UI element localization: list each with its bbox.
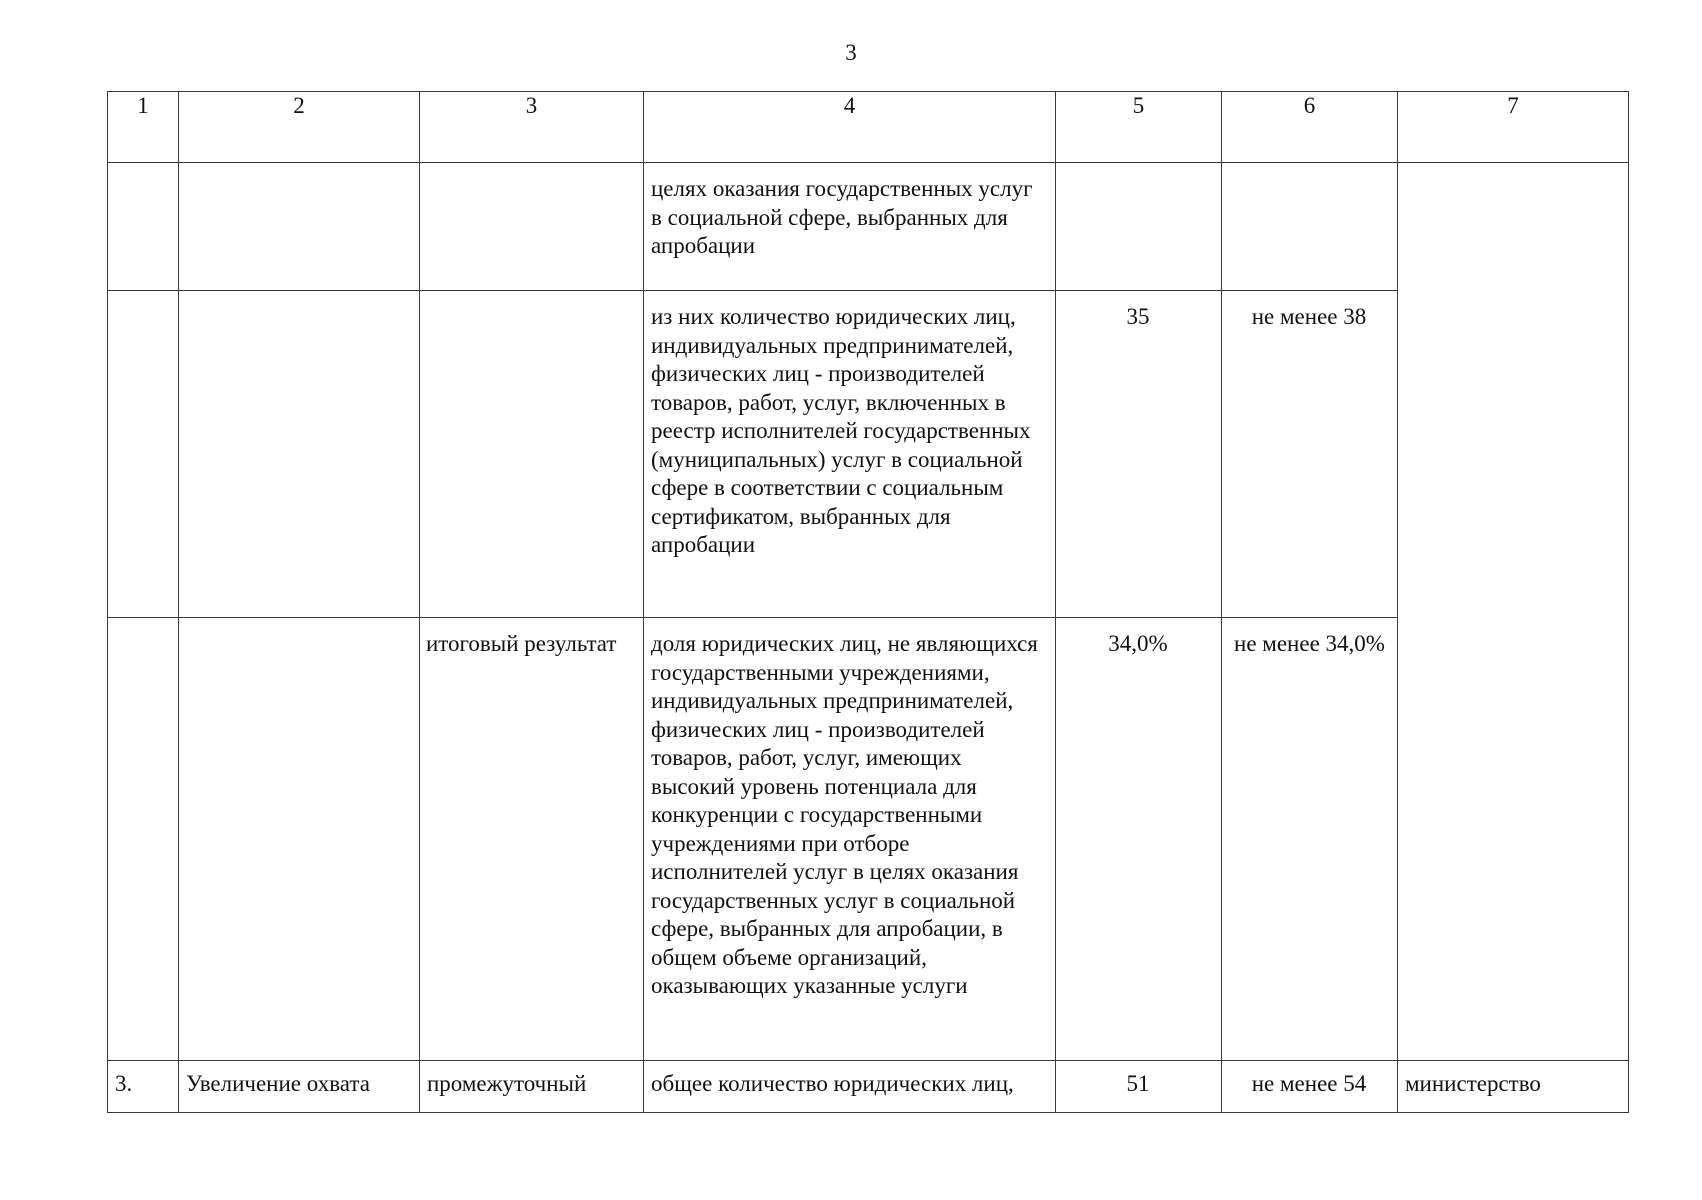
- indicator-cell: целях оказания государственных услуг в социальной сфере, выбранных для апробации: [644, 163, 1056, 291]
- row-number-cell: [108, 163, 179, 291]
- header-cell-3: 3: [420, 92, 644, 163]
- row-number-cell: [108, 291, 179, 618]
- task-cell: [179, 618, 420, 1061]
- indicator-cell: общее количество юридических лиц,: [644, 1061, 1056, 1113]
- header-cell-4: 4: [644, 92, 1056, 163]
- target-value-cell: не менее 34,0%: [1222, 618, 1398, 1061]
- result-type-cell: промежуточный: [420, 1061, 644, 1113]
- header-cell-6: 6: [1222, 92, 1398, 163]
- base-value-cell: [1056, 163, 1222, 291]
- header-cell-1: 1: [108, 92, 179, 163]
- task-cell: [179, 163, 420, 291]
- base-value-cell: 51: [1056, 1061, 1222, 1113]
- result-type-cell: [420, 163, 644, 291]
- base-value-cell: 35: [1056, 291, 1222, 618]
- header-cell-5: 5: [1056, 92, 1222, 163]
- header-cell-2: 2: [179, 92, 420, 163]
- row-number-cell: [108, 618, 179, 1061]
- responsible-cell-merged: [1398, 163, 1629, 1061]
- base-value-cell: 34,0%: [1056, 618, 1222, 1061]
- table-row: [108, 163, 1629, 291]
- responsible-cell: министерство: [1398, 1061, 1629, 1113]
- page-number: 3: [845, 40, 857, 65]
- header-cell-7: 7: [1398, 92, 1629, 163]
- target-value-cell: [1222, 163, 1398, 291]
- row-number-cell: 3.: [108, 1061, 179, 1113]
- indicator-cell: из них количество юридических лиц, индивидуальных предпринимателей, физических лиц - производителей товаров, работ, услуг, включенных в реестр исполнителей государственных (муниципальных) услуг в социальной сфере в соответствии с социальным сертификатом, выбранных для апробации: [644, 291, 1056, 618]
- table-row: [108, 1061, 1629, 1113]
- indicator-cell: доля юридических лиц, не являющихся государственными учреждениями, индивидуальных предпринимателей, физических лиц - производителей товаров, работ, услуг, имеющих высокий уровень потенциала для конкуренции с государственными учреждениями при отборе исполнителей услуг в целях оказания государственных услуг в социальной сфере, выбранных для апробации, в общем объеме организаций, оказывающих указанные услуги: [644, 618, 1056, 1061]
- target-value-cell: не менее 38: [1222, 291, 1398, 618]
- task-cell: [179, 291, 420, 618]
- table-header-row: [108, 92, 1629, 163]
- result-type-cell: итоговый результат: [420, 618, 644, 1061]
- result-type-cell: [420, 291, 644, 618]
- task-cell: Увеличение охвата: [179, 1061, 420, 1113]
- target-value-cell: не менее 54: [1222, 1061, 1398, 1113]
- results-table: [107, 91, 1629, 1113]
